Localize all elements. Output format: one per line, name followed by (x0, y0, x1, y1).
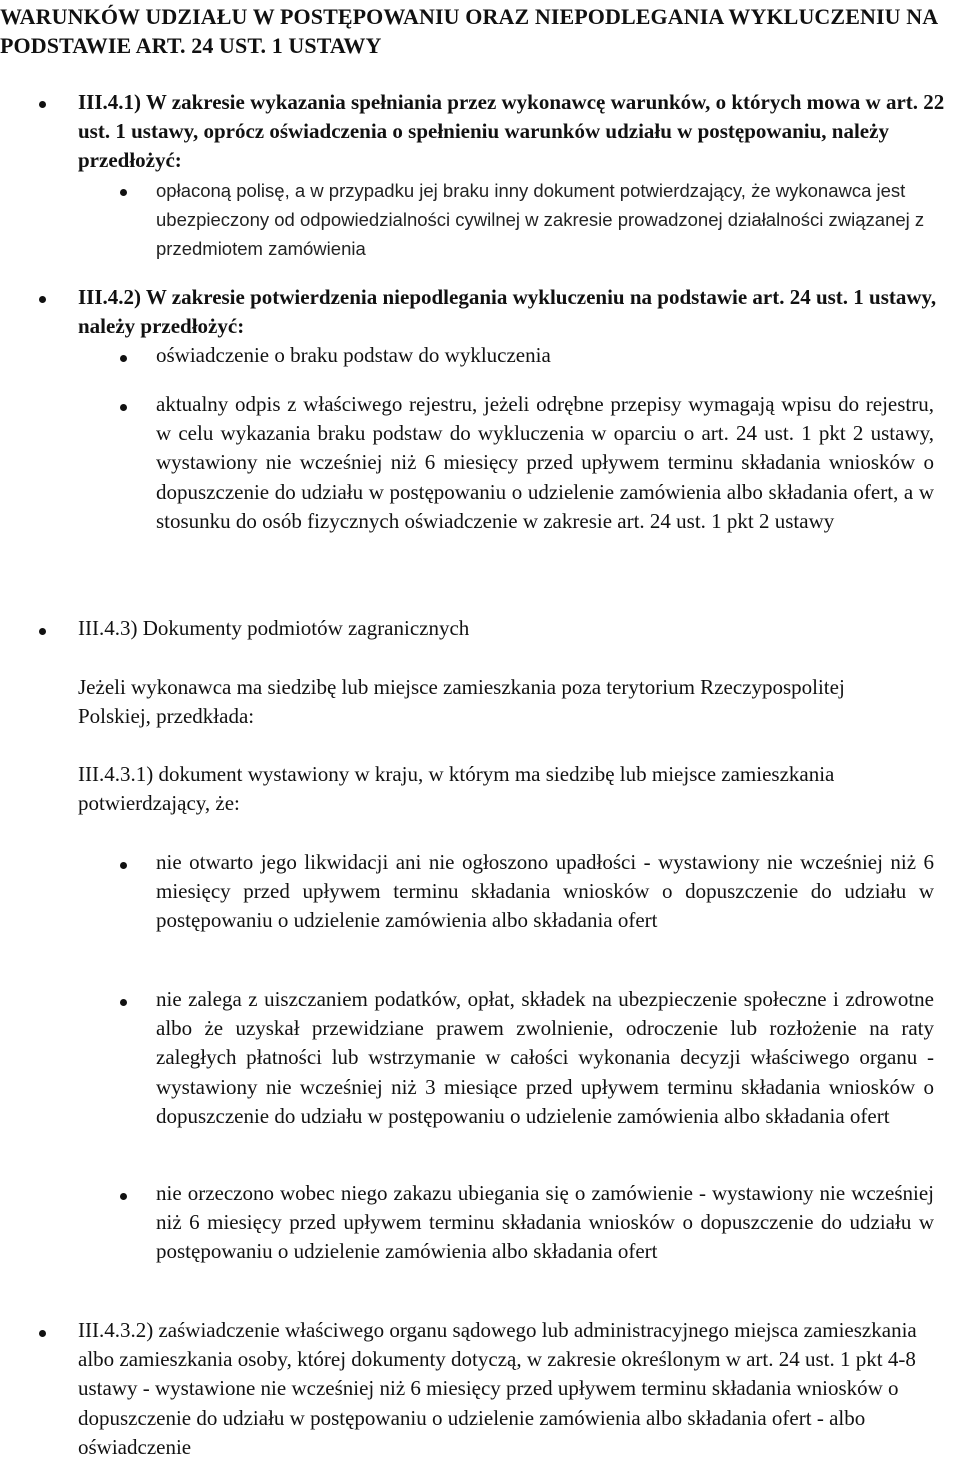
document-title: WARUNKÓW UDZIAŁU W POSTĘPOWANIU ORAZ NIEPODLEGANIA WYKLUCZENIU NA PODSTAWIE ART. 24 UST. 1 USTAWY (0, 4, 937, 58)
list-item-no-liquidation: nie otwarto jego likwidacji ani nie ogłoszono upadłości - wystawiony nie wcześniej niż 6 miesięcy przed upływem terminu składania wniosków o dopuszczenie do udziału w postępowaniu o udzielenie zamówienia albo składania ofert (156, 850, 934, 933)
foreign-entities-intro: Jeżeli wykonawca ma siedzibę lub miejsce zamieszkania poza terytorium Rzeczypospolitej Polskiej, przedkłada: (78, 675, 845, 729)
bullet-icon (39, 628, 46, 635)
bullet-icon (120, 999, 127, 1006)
list-item-no-tax-arrears: nie zalega z uiszczaniem podatków, opłat, składek na ubezpieczenie społeczne i zdrowotne albo że uzyskał przewidziane prawem zwolnienie, odroczenie lub rozłożenie na raty zaległych płatności lub wstrzymanie w całości wykonania decyzji właściwego organu - wystawiony nie wcześniej niż 3 miesiące przed upływem terminu składania wniosków o dopuszczenie do udziału w postępowaniu o udzielenie zamówienia albo składania ofert (156, 987, 934, 1128)
bullet-icon (120, 862, 127, 869)
list-item-insurance-policy: opłaconą polisę, a w przypadku jej braku inny dokument potwierdzający, że wykonawca jest ubezpieczony od odpowiedzialności cywilnej w zakresie prowadzonej działalności związanej z przedmiotem zamówienia (156, 180, 925, 259)
bullet-icon (39, 296, 46, 303)
section-heading-3-4-3: III.4.3) Dokumenty podmiotów zagranicznych (78, 616, 470, 640)
bullet-icon (120, 404, 127, 411)
section-heading-3-4-2: III.4.2) W zakresie potwierdzenia niepodlegania wykluczeniu na podstawie art. 24 ust. 1 ustawy, należy przedłożyć: (78, 285, 937, 339)
section-3-4-3-2-certificate: III.4.3.2) zaświadczenie właściwego organu sądowego lub administracyjnego miejsca zamieszkania albo zamieszkania osoby, której dokumenty dotyczą, w zakresie określonym w art. 24 ust. 1 pkt 4-8 ustawy - wystawione nie wcześniej niż 6 miesięcy przed upływem terminu składania wniosków o dopuszczenie do udziału w postępowaniu o udzielenie zamówienia albo składania ofert - albo oświadczenie (78, 1318, 917, 1459)
bullet-icon (120, 189, 127, 196)
bullet-icon (120, 1193, 127, 1200)
list-item-register-extract: aktualny odpis z właściwego rejestru, jeżeli odrębne przepisy wymagają wpisu do rejestru, w celu wykazania braku podstaw do wykluczenia w oparciu o art. 24 ust. 1 pkt 2 ustawy, wystawiony nie wcześniej niż 6 miesięcy przed upływem terminu składania wniosków o dopuszczenie do udziału w postępowaniu o udzielenie zamówienia albo składania ofert, a w stosunku do osób fizycznych oświadczenie w zakresie art. 24 ust. 1 pkt 2 ustawy (156, 392, 934, 533)
list-item-no-ban: nie orzeczono wobec niego zakazu ubiegania się o zamówienie - wystawiony nie wcześniej niż 6 miesięcy przed upływem terminu składania wniosków o dopuszczenie do udziału w postępowaniu o udzielenie zamówienia albo składania ofert (156, 1181, 934, 1264)
bullet-icon (39, 1330, 46, 1337)
bullet-icon (39, 101, 46, 108)
section-heading-3-4-3-1: III.4.3.1) dokument wystawiony w kraju, w którym ma siedzibę lub miejsce zamieszkania potwierdzający, że: (78, 762, 835, 816)
bullet-icon (120, 355, 127, 362)
list-item-no-exclusion-statement: oświadczenie o braku podstaw do wykluczenia (156, 343, 551, 367)
section-heading-3-4-1: III.4.1) W zakresie wykazania spełniania przez wykonawcę warunków, o których mowa w art. 22 ust. 1 ustawy, oprócz oświadczenia o spełnieniu warunków udziału w postępowaniu, należy przedłożyć: (78, 90, 945, 173)
